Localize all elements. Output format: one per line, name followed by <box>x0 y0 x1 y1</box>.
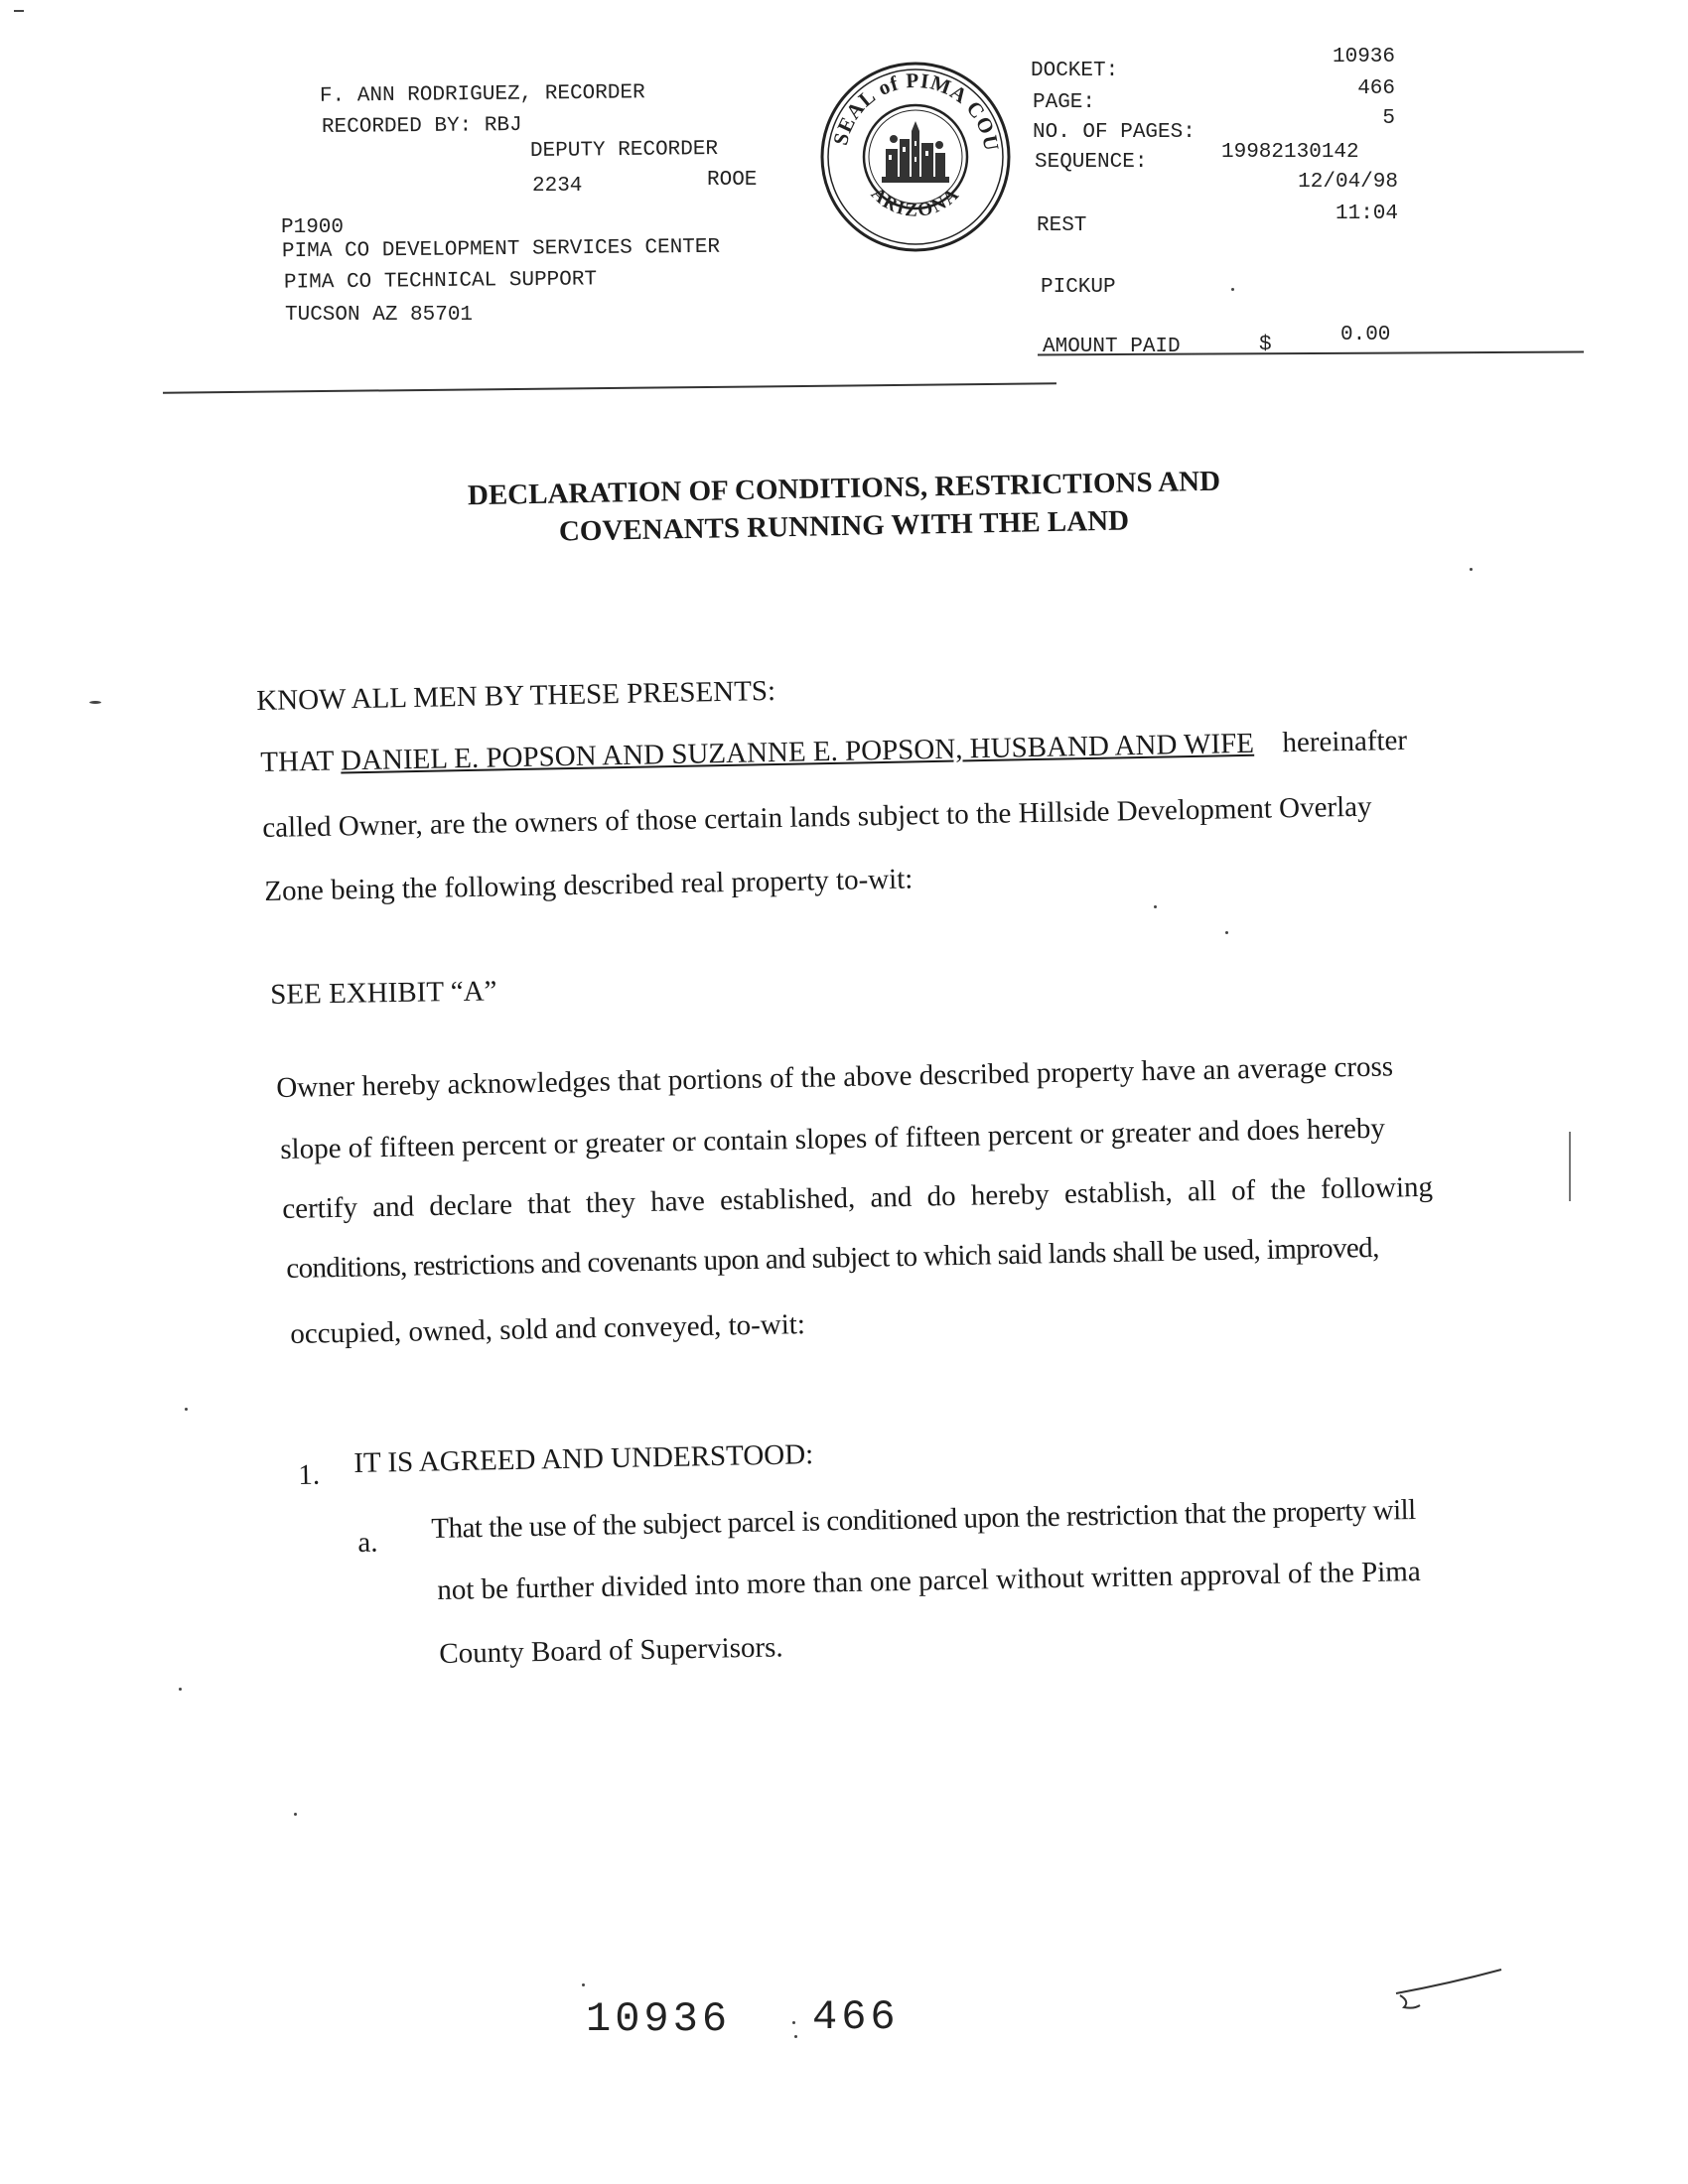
svg-text:THE SEAL of PIMA COUNTY: SEAL of PIMA COU <box>828 68 1005 154</box>
address-line-3: TUCSON AZ 85701 <box>285 304 474 327</box>
amount-currency: $ <box>1259 334 1272 356</box>
item-1a-line-1: That the use of the subject parcel is conditioned upon the restriction that the property will <box>431 1493 1417 1545</box>
owner-names: DANIEL E. POPSON AND SUZANNE E. POPSON, HUSBAND AND WIFE <box>340 727 1255 777</box>
para2-line-3: certify and declare that they have established, and do hereby establish, all of the following <box>282 1170 1434 1225</box>
item-1a-line-3: County Board of Supervisors. <box>439 1631 783 1670</box>
recorded-by: RECORDED BY: RBJ <box>321 113 522 140</box>
document-title-line-2: COVENANTS RUNNING WITH THE LAND <box>558 504 1130 548</box>
that-prefix: THAT <box>260 745 335 778</box>
code-left: 2234 <box>532 175 583 198</box>
pen-mark-icon <box>1390 1966 1509 2015</box>
item-1a-letter: a. <box>357 1526 378 1559</box>
address-line-2: PIMA CO TECHNICAL SUPPORT <box>283 268 598 295</box>
header-divider <box>163 382 1056 393</box>
pickup-label: PICKUP <box>1041 276 1116 299</box>
para2-line-4: conditions, restrictions and covenants upon and subject to which said lands shall be used, improved, <box>286 1231 1380 1285</box>
county-seal <box>816 58 1015 256</box>
record-time: 11:04 <box>1335 203 1398 225</box>
para1-line-2: called Owner, are the owners of those certain lands subject to the Hillside Development Overlay <box>262 790 1372 844</box>
amount-paid-value: 0.00 <box>1340 324 1391 346</box>
item-1-heading: IT IS AGREED AND UNDERSTOOD: <box>353 1438 814 1479</box>
p-code: P1900 <box>281 216 345 239</box>
pages-label: NO. OF PAGES: <box>1033 121 1196 144</box>
document-title-line-1: DECLARATION OF CONDITIONS, RESTRICTIONS AND <box>467 465 1221 512</box>
rest-label: REST <box>1037 214 1087 237</box>
seal-icon <box>816 58 1015 256</box>
para2-line-1: Owner hereby acknowledges that portions of the above described property have an average cross <box>276 1050 1394 1104</box>
docket-label: DOCKET: <box>1031 60 1119 82</box>
sequence-label: SEQUENCE: <box>1035 151 1148 174</box>
code-right: ROOE <box>707 169 758 192</box>
para2-line-2: slope of fifteen percent or greater or contain slopes of fifteen percent or greater and does hereby <box>280 1112 1386 1165</box>
svg-text:ARIZONA: ARIZONA <box>866 183 965 221</box>
item-1a-line-2: not be further divided into more than one parcel without written approval of the Pima <box>437 1555 1421 1606</box>
docket-value: 10936 <box>1332 46 1395 68</box>
footer-docket-number: 10936 <box>586 1995 732 2043</box>
deputy-recorder: DEPUTY RECORDER <box>529 138 719 163</box>
owners-line <box>260 725 1407 779</box>
record-date: 12/04/98 <box>1298 171 1398 194</box>
exhibit-reference: SEE EXHIBIT “A” <box>270 975 497 1011</box>
recorder-name: F. ANN RODRIGUEZ, RECORDER <box>319 81 645 108</box>
footer-page-number: 466 <box>812 1993 900 2041</box>
item-1-number: 1. <box>298 1458 321 1491</box>
page-value: 466 <box>1357 77 1395 100</box>
pages-value: 5 <box>1382 107 1395 130</box>
sequence-value: 19982130142 <box>1221 141 1359 164</box>
para1-line-3: Zone being the following described real property to-wit: <box>264 863 914 907</box>
hereinafter-word: hereinafter <box>1282 724 1408 759</box>
intro-line: KNOW ALL MEN BY THESE PRESENTS: <box>256 674 776 717</box>
address-line-1: PIMA CO DEVELOPMENT SERVICES CENTER <box>281 235 721 264</box>
para2-line-5: occupied, owned, sold and conveyed, to-wit: <box>290 1308 806 1350</box>
amount-paid-label: AMOUNT PAID <box>1043 336 1181 358</box>
page-label: PAGE: <box>1033 91 1096 114</box>
